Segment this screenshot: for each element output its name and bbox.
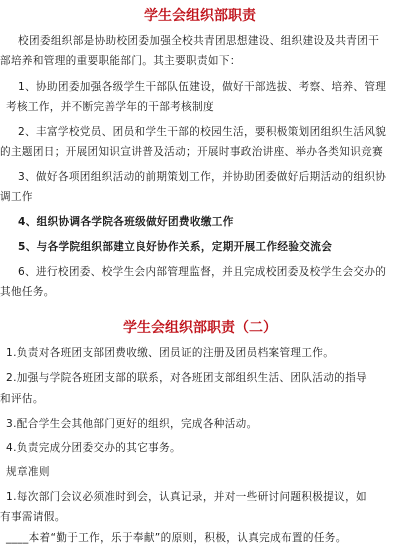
section2-line: 和评估。	[0, 393, 44, 405]
section1-line: 部培养和管理的重要职能部门。其主要职责如下：	[0, 55, 241, 67]
section2-line: 有事需请假。	[0, 511, 66, 523]
section2-line: ____本着“勤于工作，乐于奉献”的原则，积极，认真完成布置的任务。	[6, 532, 347, 544]
section1-line: 3、做好各项团组织活动的前期策划工作，并协助团委做好后期活动的组织协	[18, 171, 387, 183]
section1-line: 其他任务。	[0, 286, 55, 298]
section1-line: 6、进行校团委、校学生会内部管理监督，并且完成校团委及校学生会交办的	[18, 266, 387, 278]
section1-line: 的主题团日；开展团知识宣讲普及活动；开展时事政治讲座、举办各类知识竞赛	[0, 146, 384, 158]
section2-title: 学生会组织部职责（二）	[123, 320, 277, 336]
section1-line-bold: 4、组织协调各学院各班级做好团费收缴工作	[18, 216, 234, 228]
section1-line: 考核工作，并不断完善学年的干部考核制度	[6, 101, 214, 113]
section2-line: 1.每次部门会议必须准时到会，认真记录，并对一些研讨问题积极提议，如	[6, 491, 368, 503]
section1-title: 学生会组织部职责	[144, 8, 256, 24]
section2-line: 2.加强与学院各班团支部的联系，对各班团支部组织生活、团队活动的指导	[6, 372, 368, 384]
section2-heading: 规章准则	[6, 466, 50, 478]
section1-line: 1、协助团委加强各级学生干部队伍建设，做好干部选拔、考察、培养、管理	[18, 81, 387, 93]
section2-line: 4.负责完成分团委交办的其它事务。	[6, 442, 181, 454]
section2-line: 1.负责对各班团支部团费收缴、团员证的注册及团员档案管理工作。	[6, 347, 335, 359]
section2-line: 3.配合学生会其他部门更好的组织，完成各种活动。	[6, 418, 258, 430]
section1-line: 调工作	[0, 191, 33, 203]
section1-line: 2、丰富学校党员、团员和学生干部的校园生活，要积极策划团组织生活风貌	[18, 126, 387, 138]
section1-line-bold: 5、与各学院组织部建立良好协作关系，定期开展工作经验交流会	[18, 241, 333, 253]
section1-line: 校团委组织部是协助校团委加强全校共青团思想建设、组织建设及共青团干	[18, 35, 380, 47]
